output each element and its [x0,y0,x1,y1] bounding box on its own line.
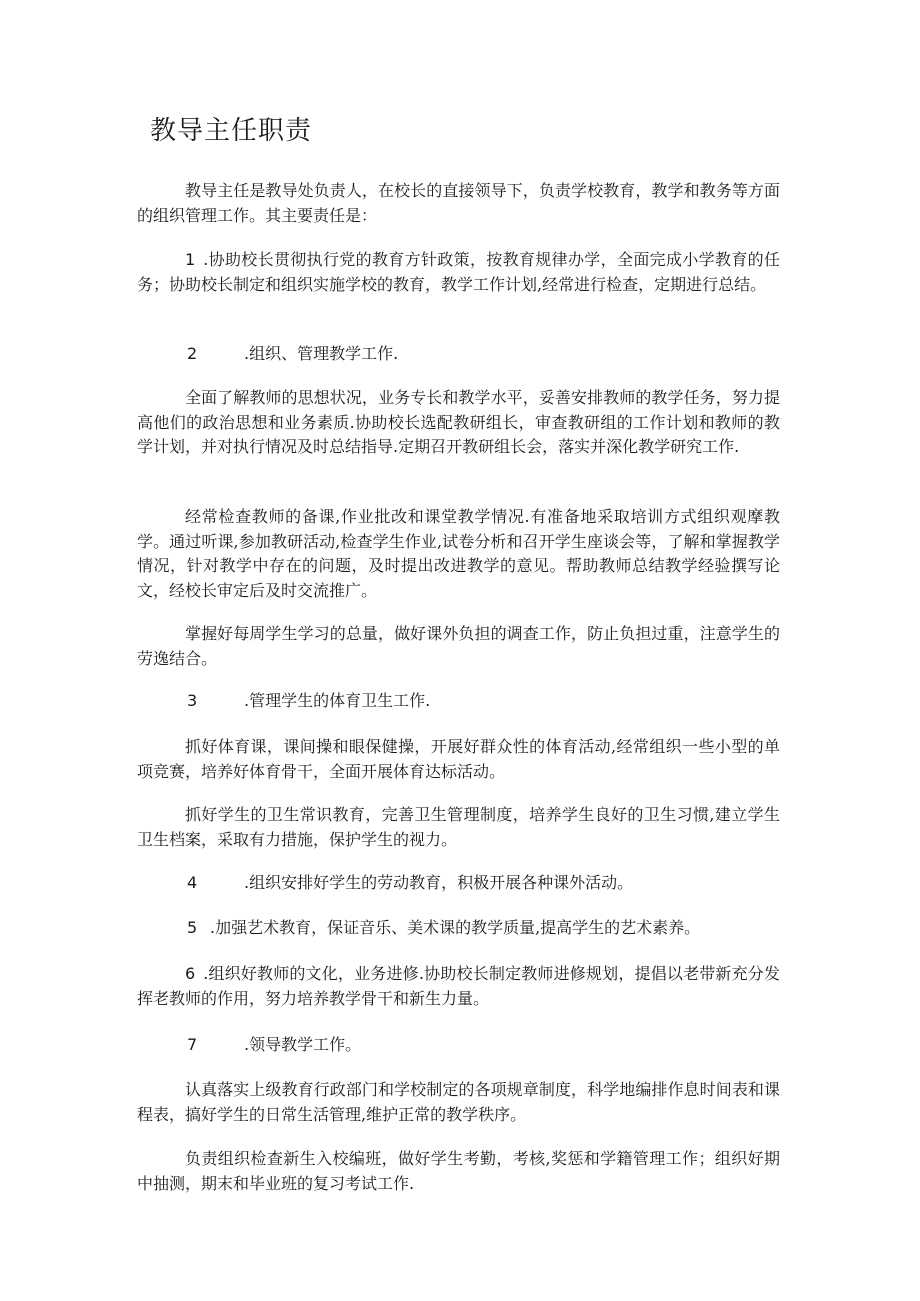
item-1 [137,248,780,297]
item-2-paragraph-3: 掌握好每周学生学习的总量，做好课外负担的调查工作，防止负担过重，注意学生的劳逸结合。 [137,624,780,668]
item-4-number: 4 [187,873,198,892]
item-5-text: .加强艺术教育，保证音乐、美术课的教学质量,提高学生的艺术素养。 [210,918,701,937]
item-2-paragraph-1: 全面了解教师的思想状况，业务专长和教学水平，妥善安排教师的教学任务，努力提高他们的政治思想和业务素质.协助校长选配教研组长，审查教研组的工作计划和教师的教学计划，并对执行情况及时总结指导.定期召开教研组长会，落实并深化教学研究工作. [137,388,780,456]
item-1-number: 1 [185,250,196,269]
item-6 [137,962,780,1011]
item-2-number: 2 [187,344,198,363]
item-7-paragraph-2: 负责组织检查新生入校编班，做好学生考勤，考核,奖惩和学籍管理工作；组织好期中抽测，期末和毕业班的复习考试工作. [137,1149,780,1193]
item-2-paragraph-2: 经常检查教师的备课,作业批改和课堂教学情况.有准备地采取培训方式组织观摩教学。通过听课,参加教研活动,检查学生作业,试卷分析和召开学生座谈会等，了解和掌握教学情况，针对教学中存在的问题，及时提出改进教学的意见。帮助教师总结教学经验撰写论文，经校长审定后及时交流推广。 [137,507,780,600]
item-5 [187,916,700,941]
item-6-number: 6 [185,964,196,983]
item-2 [187,342,398,367]
item-2-text: .组织、管理教学工作. [244,344,399,363]
item-3-paragraph-1: 抓好体育课，课间操和眼保健操，开展好群众性的体育活动,经常组织一些小型的单项竞赛，培养好体育骨干，全面开展体育达标活动。 [137,737,780,781]
item-3-paragraph-2: 抓好学生的卫生常识教育，完善卫生管理制度，培养学生良好的卫生习惯,建立学生卫生档案，采取有力措施，保护学生的视力。 [137,805,780,849]
item-3 [187,689,430,714]
item-3-text: .管理学生的体育卫生工作. [244,691,431,710]
page-title: 教导主任职责 [150,116,313,146]
item-1-text: .协助校长贯彻执行党的教育方针政策，按教育规律办学，全面完成小学教育的任务；协助校长制定和组织实施学校的教育，教学工作计划,经常进行检查，定期进行总结。 [137,250,780,294]
item-5-number: 5 [187,918,198,937]
item-7-number: 7 [187,1035,198,1054]
item-7-text: .领导教学工作。 [244,1035,362,1054]
item-6-text: .组织好教师的文化，业务进修.协助校长制定教师进修规划，提倡以老带新充分发挥老教师的作用，努力培养教学骨干和新生力量。 [137,964,780,1008]
item-4-text: .组织安排好学生的劳动教育，积极开展各种课外活动。 [244,873,634,892]
item-4 [187,871,633,896]
item-3-number: 3 [187,691,198,710]
intro-paragraph: 教导主任是教导处负责人，在校长的直接领导下，负责学校教育，教学和教务等方面的组织管理工作。其主要责任是： [137,181,780,225]
item-7-paragraph-1: 认真落实上级教育行政部门和学校制定的各项规章制度，科学地编排作息时间表和课程表，搞好学生的日常生活管理,维护正常的教学秩序。 [137,1080,780,1124]
item-7 [187,1033,361,1058]
